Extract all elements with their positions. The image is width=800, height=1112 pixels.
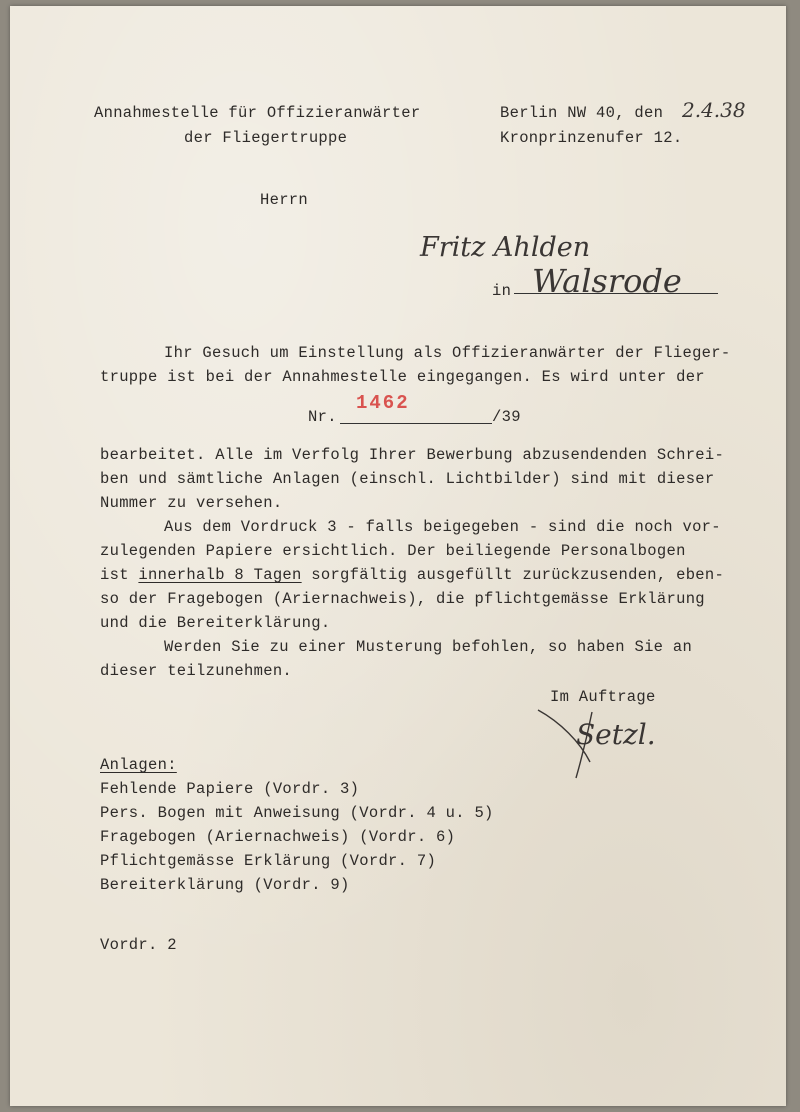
- body-text: ben und sämtliche Anlagen (einschl. Lichtbilder) sind mit dieser: [100, 470, 715, 488]
- place-date-prefix: Berlin NW 40, den: [500, 104, 664, 122]
- signature-closing: Im Auftrage: [550, 688, 656, 706]
- deadline-underlined: innerhalb 8 Tagen: [138, 566, 302, 584]
- attachments-heading: Anlagen:: [100, 756, 177, 774]
- attachment-item: Fehlende Papiere (Vordr. 3): [100, 780, 360, 798]
- handwritten-recipient-place: Walsrode: [532, 262, 682, 300]
- address-line: Kronprinzenufer 12.: [500, 129, 683, 147]
- body-text: und die Bereiterklärung.: [100, 614, 331, 632]
- in-label: in: [492, 282, 512, 300]
- body-text: Ihr Gesuch um Einstellung als Offizieranwärter der Flieger-: [164, 344, 731, 362]
- handwritten-date: 2.4.38: [682, 98, 746, 122]
- body-text: truppe ist bei der Annahmestelle eingegangen. Es wird unter der: [100, 368, 705, 386]
- office-line-1: Annahmestelle für Offizieranwärter: [94, 104, 421, 122]
- body-text: Werden Sie zu einer Musterung befohlen, so haben Sie an: [164, 638, 693, 656]
- body-text: dieser teilzunehmen.: [100, 662, 293, 680]
- form-number: Vordr. 2: [100, 936, 177, 954]
- body-text: ist: [100, 566, 139, 584]
- attachment-item: Pflichtgemässe Erklärung (Vordr. 7): [100, 852, 437, 870]
- registration-number-stamp: 1462: [356, 392, 410, 414]
- nr-suffix: /39: [492, 408, 521, 426]
- body-text: bearbeitet. Alle im Verfolg Ihrer Bewerbung abzusendenden Schrei-: [100, 446, 725, 464]
- handwritten-signature: Setzl.: [576, 718, 656, 751]
- body-text: so der Fragebogen (Ariernachweis), die pflichtgemässe Erklärung: [100, 590, 705, 608]
- office-line-2: der Fliegertruppe: [184, 129, 348, 147]
- body-text: Aus dem Vordruck 3 - falls beigegeben - sind die noch vor-: [164, 518, 721, 536]
- place-underline: [514, 293, 718, 294]
- letter-page: [10, 6, 786, 1106]
- body-text-deadline-line: [100, 566, 724, 584]
- handwritten-recipient-name: Fritz Ahlden: [420, 232, 591, 263]
- body-text: sorgfältig ausgefüllt zurückzusenden, eben-: [301, 566, 725, 584]
- body-text: zulegenden Papiere ersichtlich. Der beiliegende Personalbogen: [100, 542, 686, 560]
- nr-underline: [340, 423, 492, 424]
- body-text: Nummer zu versehen.: [100, 494, 283, 512]
- nr-label: Nr.: [308, 408, 337, 426]
- salutation: Herrn: [260, 191, 309, 209]
- signature-flourish: [530, 702, 650, 782]
- attachment-item: Pers. Bogen mit Anweisung (Vordr. 4 u. 5): [100, 804, 494, 822]
- attachment-item: Fragebogen (Ariernachweis) (Vordr. 6): [100, 828, 456, 846]
- attachment-item: Bereiterklärung (Vordr. 9): [100, 876, 350, 894]
